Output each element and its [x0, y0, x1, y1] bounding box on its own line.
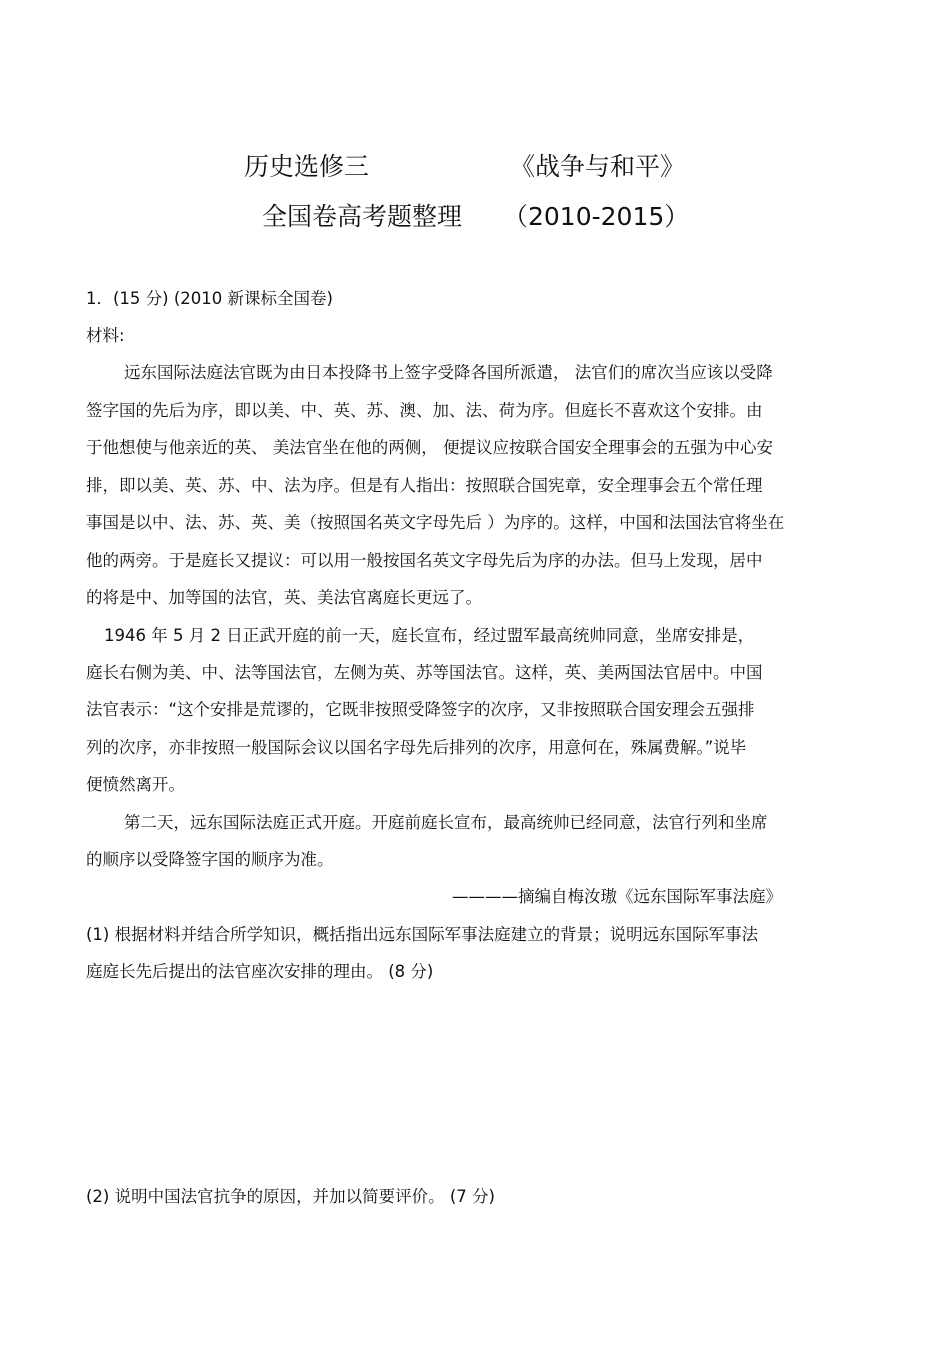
paragraph3-line: 第二天，远东国际法庭正式开庭。开庭前庭长宣布，最高统帅已经同意，法官行列和坐席 [124, 813, 768, 832]
paragraph1-line: 远东国际法庭法官既为由日本投降书上签字受降各国所派遣， 法官们的席次当应该以受降 [124, 363, 773, 382]
paragraph1-line: 签字国的先后为序，即以美、中、英、苏、澳、加、法、荷为序。但庭长不喜欢这个安排。由 [86, 401, 763, 420]
doc-title-right: 《战争与和平》 [510, 152, 686, 181]
question-heading: 1．(15 分) (2010 新课标全国卷) [86, 289, 333, 308]
paragraph2-line: 1946 年 5 月 2 日正武开庭的前一天，庭长宣布，经过盟军最高统帅同意，坐席安排是， [104, 626, 755, 645]
doc-title-left: 历史选修三 [244, 152, 370, 181]
source-attribution: ————摘编自梅汝璈《远东国际军事法庭》 [452, 887, 782, 906]
paragraph1-line: 的将是中、加等国的法官，英、美法官离庭长更远了。 [86, 588, 482, 607]
paragraph1-line: 于他想使与他亲近的英、 美法官坐在他的两侧， 便提议应按联合国安全理事会的五强为中心安 [86, 438, 773, 457]
paragraph1-line: 排，即以美、英、苏、中、法为序。但是有人指出：按照联合国宪章，安全理事会五个常任理 [86, 476, 763, 495]
paragraph2-line: 庭长右侧为美、中、法等国法官，左侧为英、苏等国法官。这样，英、美两国法官居中。中国 [86, 663, 763, 682]
sub-question-2: (2) 说明中国法官抗争的原因，并加以简要评价。 (7 分) [86, 1187, 495, 1206]
paragraph3-line: 的顺序以受降签字国的顺序为准。 [86, 850, 334, 869]
doc-subtitle-left: 全国卷高考题整理 [262, 202, 463, 231]
paragraph2-line: 列的次序，亦非按照一般国际会议以国名字母先后排列的次序，用意何在，殊属费解。”说毕 [86, 738, 747, 757]
paragraph1-line: 事国是以中、法、苏、英、美（按照国名英文字母先后 ）为序的。这样，中国和法国法官将坐在 [86, 513, 785, 532]
paragraph2-line: 法官表示：“这个安排是荒谬的，它既非按照受降签字的次序，又非按照联合国安理会五强排 [86, 700, 755, 719]
sub-question-1-line: 庭庭长先后提出的法官座次安排的理由。 (8 分) [86, 962, 434, 981]
paragraph2-line: 便愤然离开。 [86, 775, 185, 794]
material-label: 材料: [86, 326, 125, 345]
paragraph1-line: 他的两旁。于是庭长又提议：可以用一般按国名英文字母先后为序的办法。但马上发现，居中 [86, 551, 763, 570]
sub-question-1-line: (1) 根据材料并结合所学知识，概括指出远东国际军事法庭建立的背景；说明远东国际军事法 [86, 925, 759, 944]
doc-subtitle-right: （2010-2015） [503, 202, 690, 231]
